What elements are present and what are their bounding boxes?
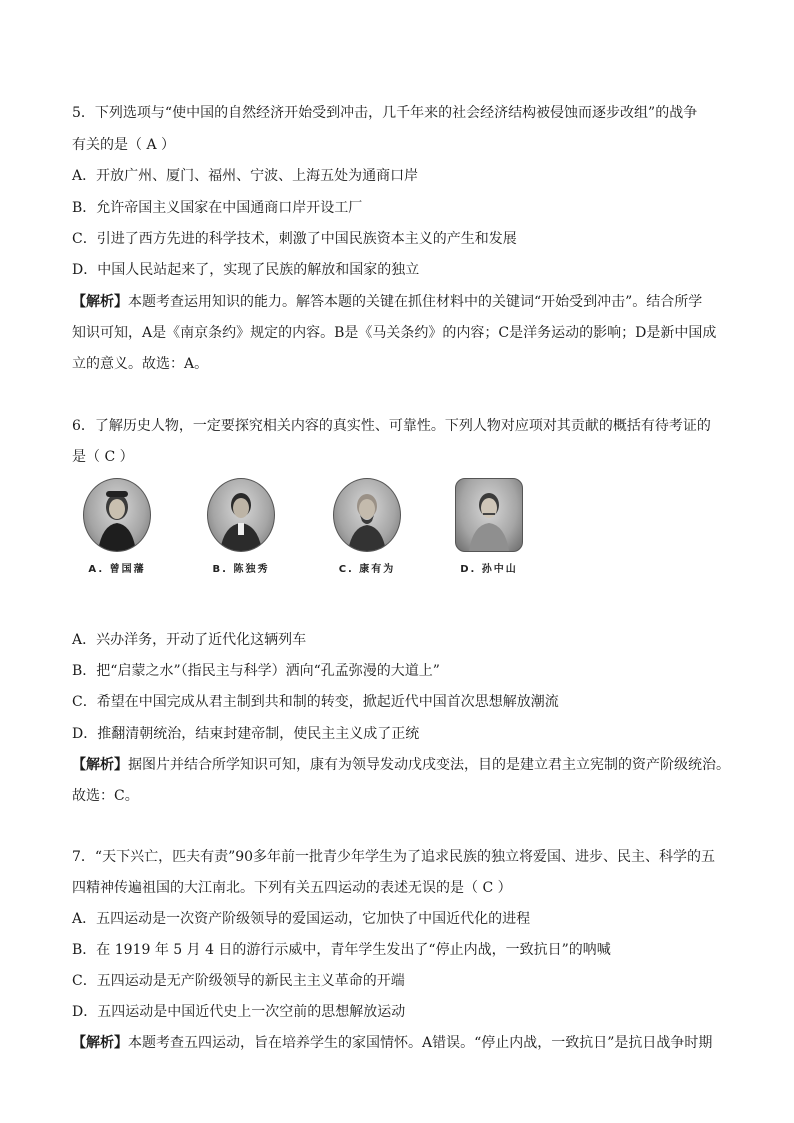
- portrait-chen: [196, 478, 286, 575]
- q6-option-b: B．把“启蒙之水”（指民主与科学）洒向“孔孟弥漫的大道上”: [72, 663, 440, 679]
- q7-option-d: D．五四运动是中国近代史上一次空前的思想解放运动: [72, 1004, 406, 1020]
- q6-analysis-line1: [72, 755, 732, 775]
- portrait-icon-zeng: [83, 478, 151, 552]
- q7-stem-line2: 四精神传遍祖国的大江南北。下列有关五四运动的表述无误的是（ C ）: [72, 880, 512, 896]
- q6-option-a: A．兴办洋务，开动了近代化这辆列车: [72, 632, 307, 648]
- q6-analysis-tag: 【解析】: [72, 757, 128, 773]
- portrait-sun: [444, 478, 534, 575]
- portrait-kang: [322, 478, 412, 575]
- q5-analysis-line2: 知识可知，A是《南京条约》规定的内容。B是《马关条约》的内容；C是洋务运动的影响；D是新中国成: [72, 325, 717, 341]
- q7-stem-line1: 7．“天下兴亡，匹夫有责”90多年前一批青少年学生为了追求民族的独立将爱国、进步、民主、科学的五: [72, 849, 716, 865]
- q6-analysis-line2: 故选：C。: [72, 788, 139, 804]
- q6-portrait-row: [72, 478, 732, 588]
- q5-analysis-tag: 【解析】: [72, 294, 128, 310]
- q6-option-d: D．推翻清朝统治，结束封建帝制，使民主主义成了正统: [72, 726, 420, 742]
- q5-analysis-text1: 本题考查运用知识的能力。解答本题的关键在抓住材料中的关键词“开始受到冲击”。结合所学: [128, 294, 703, 310]
- q5-option-b: B．允许帝国主义国家在中国通商口岸开设工厂: [72, 200, 363, 216]
- q7-option-c: C．五四运动是无产阶级领导的新民主主义革命的开端: [72, 973, 405, 989]
- q5-analysis-line3: 立的意义。故选：A。: [72, 356, 209, 372]
- q5-stem-line2: 有关的是（ A ）: [72, 137, 176, 153]
- q5-analysis-line1: [72, 292, 732, 312]
- portrait-zeng: [72, 478, 162, 575]
- q7-option-b: B．在 1919 年 5 月 4 日的游行示威中，青年学生发出了“停止内战，一致抗日”的呐喊: [72, 942, 611, 958]
- q5-stem-line1: 5．下列选项与“使中国的自然经济开始受到冲击，几千年来的社会经济结构被侵蚀而逐步改组”的战争: [72, 105, 698, 121]
- portrait-caption-b: B. 陈独秀: [212, 564, 270, 575]
- q5-option-d: D．中国人民站起来了，实现了民族的解放和国家的独立: [72, 262, 420, 278]
- q6-option-c: C．希望在中国完成从君主制到共和制的转变，掀起近代中国首次思想解放潮流: [72, 694, 559, 710]
- portrait-caption-c: C. 康有为: [338, 564, 396, 575]
- q7-analysis-tag: 【解析】: [72, 1035, 128, 1051]
- q6-stem-line2: 是（ C ）: [72, 449, 134, 465]
- portrait-icon-chen: [207, 478, 275, 552]
- portrait-caption-a: A. 曾国藩: [88, 564, 146, 575]
- q6-analysis-text1: 据图片并结合所学知识可知，康有为领导发动戊戌变法，目的是建立君主立宪制的资产阶级统治。: [128, 757, 730, 773]
- q7-analysis-text1: 本题考查五四运动，旨在培养学生的家国情怀。A错误。“停止内战，一致抗日”是抗日战争时期: [128, 1035, 713, 1051]
- portrait-caption-d: D. 孙中山: [460, 564, 518, 575]
- q7-analysis-line1: [72, 1033, 732, 1053]
- q5-option-c: C．引进了西方先进的科学技术，刺激了中国民族资本主义的产生和发展: [72, 231, 517, 247]
- q7-option-a: A．五四运动是一次资产阶级领导的爱国运动，它加快了中国近代化的进程: [72, 911, 531, 927]
- portrait-icon-sun: [455, 478, 523, 552]
- q5-option-a: A．开放广州、厦门、福州、宁波、上海五处为通商口岸: [72, 168, 419, 184]
- q6-stem-line1: 6．了解历史人物，一定要探究相关内容的真实性、可靠性。下列人物对应项对其贡献的概括有待考证的: [72, 418, 711, 434]
- portrait-icon-kang: [333, 478, 401, 552]
